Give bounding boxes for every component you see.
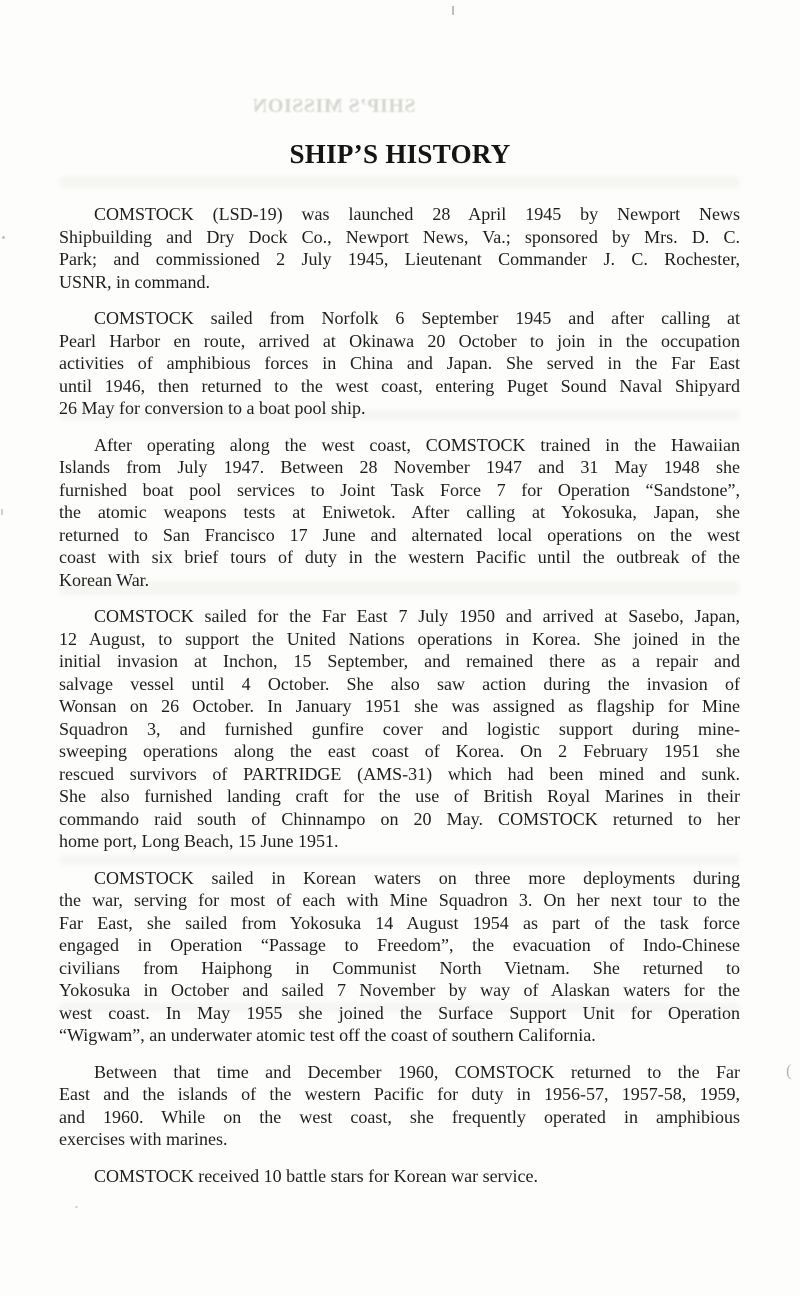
text-line: Squadron 3, and furnished gunfire cover and logistic support during mine- xyxy=(59,718,740,739)
text-line: and 1960. While on the west coast, she frequently operated in amphibious xyxy=(59,1106,740,1127)
text-line: rescued survivors of PARTRIDGE (AMS-31) which had been mined and sunk. xyxy=(59,763,740,784)
paragraph xyxy=(59,1061,740,1151)
text-line: west coast. In May 1955 she joined the Surface Support Unit for Operation xyxy=(59,1002,740,1023)
text-line: sweeping operations along the east coast of Korea. On 2 February 1951 she xyxy=(59,741,740,761)
text-line: Between that time and December 1960, COMSTOCK returned to the Far xyxy=(94,1061,740,1082)
text-line: Shipbuilding and Dry Dock Co., Newport News, Va.; sponsored by Mrs. D. C. xyxy=(59,226,740,247)
scan-speck xyxy=(1,509,3,515)
text-line: COMSTOCK (LSD-19) was launched 28 April 1945 by Newport News xyxy=(94,204,740,224)
text-line: Far East, she sailed from Yokosuka 14 August 1954 as part of the task force xyxy=(59,912,740,933)
text-line: 26 May for conversion to a boat pool ship. xyxy=(59,398,366,418)
text-line: engaged in Operation “Passage to Freedom”, the evacuation of Indo-Chinese xyxy=(59,935,740,955)
paragraph xyxy=(59,203,740,293)
text-line: salvage vessel until 4 October. She also saw action during the invasion of xyxy=(59,673,740,694)
page-title: SHIP’S HISTORY xyxy=(289,139,511,169)
text-line: initial invasion at Inchon, 15 September, and remained there as a repair and xyxy=(59,651,740,671)
text-line: until 1946, then returned to the west coast, entering Puget Sound Naval Shipyard xyxy=(59,375,740,396)
text-line: Yokosuka in October and sailed 7 November by way of Alaskan waters for the xyxy=(59,980,740,1000)
text-line: Islands from July 1947. Between 28 November 1947 and 31 May 1948 she xyxy=(59,457,740,477)
paragraph xyxy=(59,867,740,1047)
text-line: COMSTOCK sailed from Norfolk 6 September 1945 and after calling at xyxy=(94,308,740,328)
paragraph xyxy=(59,307,740,420)
scan-speck xyxy=(75,1206,78,1208)
text-line: Wonsan on 26 October. In January 1951 she was assigned as flagship for Mine xyxy=(59,696,740,716)
scan-mark-paren: ( xyxy=(786,1061,792,1080)
text-line: COMSTOCK sailed for the Far East 7 July 1950 and arrived at Sasebo, Japan, xyxy=(94,606,740,626)
text-line: She also furnished landing craft for the use of British Royal Marines in their xyxy=(59,786,740,806)
text-line: Korean War. xyxy=(59,569,150,590)
text-line: returned to San Francisco 17 June and alternated local operations on the west xyxy=(59,524,740,545)
text-line: USNR, in command. xyxy=(59,271,210,292)
text-line: activities of amphibious forces in China and Japan. She served in the Far East xyxy=(59,353,740,373)
text-line: the atomic weapons tests at Eniwetok. After calling at Yokosuka, Japan, she xyxy=(59,502,740,522)
document-body xyxy=(59,203,740,1201)
text-line: commando raid south of Chinnampo on 20 May. COMSTOCK returned to her xyxy=(59,808,740,829)
text-line: 12 August, to support the United Nations operations in Korea. She joined in the xyxy=(59,628,740,649)
text-line: Park; and commissioned 2 July 1945, Lieutenant Commander J. C. Rochester, xyxy=(59,249,740,269)
bleedthrough-mirrored-title: SHIP’S MISSION xyxy=(252,95,416,117)
scan-speck xyxy=(452,6,454,15)
text-line: home port, Long Beach, 15 June 1951. xyxy=(59,831,339,851)
text-line: the war, serving for most of each with Mine Squadron 3. On her next tour to the xyxy=(59,890,740,910)
text-line: COMSTOCK received 10 battle stars for Korean war service. xyxy=(94,1165,539,1186)
paragraph xyxy=(59,605,740,853)
scan-speck xyxy=(2,236,5,239)
text-line: Pearl Harbor en route, arrived at Okinawa 20 October to join in the occupation xyxy=(59,330,740,351)
text-line: exercises with marines. xyxy=(59,1129,228,1149)
text-line: “Wigwam”, an underwater atomic test off the coast of southern California. xyxy=(59,1025,596,1045)
text-line: After operating along the west coast, COMSTOCK trained in the Hawaiian xyxy=(94,434,740,455)
paragraph xyxy=(59,1165,740,1188)
text-line: COMSTOCK sailed in Korean waters on three more deployments during xyxy=(94,867,740,888)
text-line: civilians from Haiphong in Communist North Vietnam. She returned to xyxy=(59,957,740,978)
text-line: furnished boat pool services to Joint Task Force 7 for Operation “Sandstone”, xyxy=(59,479,740,500)
paragraph xyxy=(59,434,740,592)
text-line: East and the islands of the western Pacific for duty in 1956-57, 1957-58, 1959, xyxy=(59,1084,740,1104)
bleedthrough-smudge xyxy=(59,176,740,188)
text-line: coast with six brief tours of duty in the western Pacific until the outbreak of the xyxy=(59,547,740,567)
